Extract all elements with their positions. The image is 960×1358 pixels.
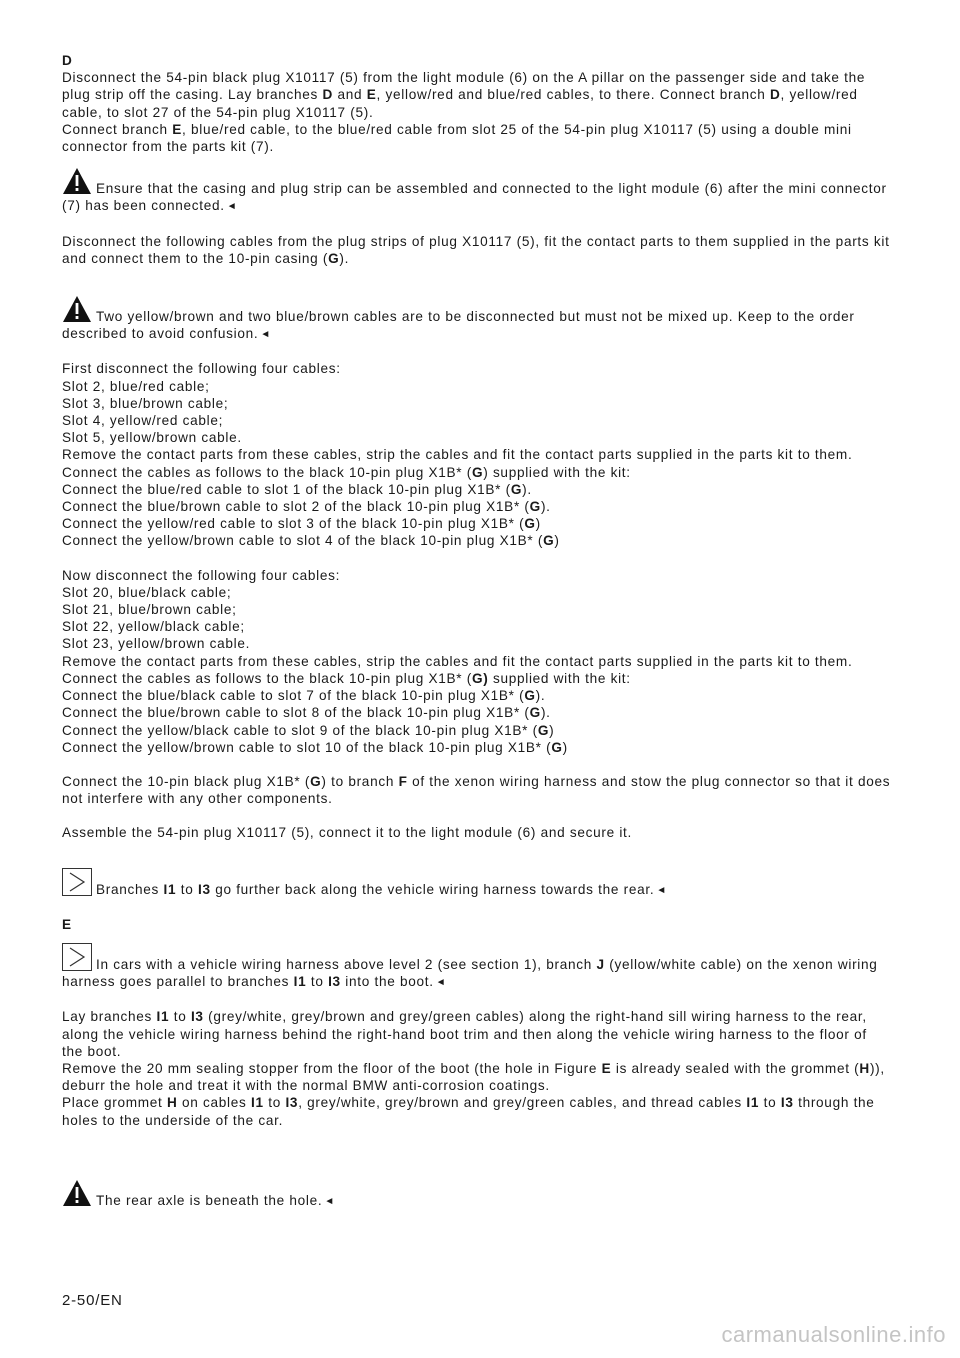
paragraph-disconnect-cables: Disconnect the following cables from the plug strips of plug X10117 (5), fit the contact parts to them supplied in the parts kit and connect them to the 10-pin casing (G).: [62, 233, 890, 266]
paragraph-lay-branches: Lay branches I1 to I3 (grey/white, grey/brown and grey/green cables) along the right-hand sill wiring harness to the rear, along the vehicle wiring harness behind the right-hand boot trim and then along the vehicle wiring harness to the floor of the boot. Remove the 20 mm sealing stopper from the floor of the boot (the hole in Figure E is already sealed with the grommet (H)), deburr the hole and treat it with the normal BMW anti-corrosion coatings. Place grommet H on cables I1 to I3, grey/white, grey/brown and grey/green cables, and thread cables I1 to I3 through the holes to the underside of the car.: [62, 1009, 885, 1128]
info-note-branch-j: In cars with a vehicle wiring harness above level 2 (see section 1), branch J (yellow/white cable) on the xenon wiring harness goes parallel to branches I1 to I3 into the boot. ◄: [62, 943, 892, 991]
list-item: Connect the yellow/brown cable to slot 10 of the black 10-pin plug X1B* (G): [62, 739, 568, 755]
note-triangle-icon: [62, 943, 92, 971]
page-number: 2-50/EN: [62, 1292, 123, 1309]
paragraph-connect-branch-f: Connect the 10-pin black plug X1B* (G) to branch F of the xenon wiring harness and stow the plug connector so that it does not interfere with any other components.: [62, 773, 891, 807]
end-marker-icon: ◄: [324, 1195, 335, 1207]
list-item: Connect the blue/red cable to slot 1 of the black 10-pin plug X1B* (G).: [62, 481, 532, 497]
list-item: Slot 3, blue/brown cable;: [62, 395, 229, 411]
end-marker-icon: ◄: [435, 977, 447, 989]
warning-note-mixup: Two yellow/brown and two blue/brown cables are to be disconnected but must not be mixed up. Keep to the order described to avoid confusion. ◄: [62, 295, 892, 343]
warning-triangle-icon: [62, 1179, 92, 1207]
end-marker-icon: ◄: [260, 329, 271, 341]
list-item: Slot 21, blue/brown cable;: [62, 602, 237, 618]
note-triangle-icon: [62, 868, 92, 896]
document-body: [62, 52, 892, 1210]
info-note-branches: Branches I1 to I3 go further back along the vehicle wiring harness towards the rear. ◄: [62, 868, 892, 899]
list-item: Slot 2, blue/red cable;: [62, 378, 210, 394]
list-item: Slot 22, yellow/black cable;: [62, 619, 245, 635]
list-item: Connect the yellow/black cable to slot 9 of the black 10-pin plug X1B* (G): [62, 722, 555, 738]
list-item: Slot 4, yellow/red cable;: [62, 413, 224, 429]
warning-note-rear-axle: The rear axle is beneath the hole. ◄: [62, 1179, 892, 1210]
list-item: Connect the yellow/brown cable to slot 4 of the black 10-pin plug X1B* (G): [62, 533, 560, 549]
warning-triangle-icon: [62, 295, 92, 323]
list-item: Connect the blue/brown cable to slot 2 of the black 10-pin plug X1B* (G).: [62, 499, 551, 515]
cable-list-second: Now disconnect the following four cables: Slot 20, blue/black cable; Slot 21, blue/brown cable; Slot 22, yellow/black cable; Slot 23, yellow/brown cable. Remove the contact parts from these cables, strip the cables and fit the contact parts supplied in the parts kit to them. Connect the cables as follows to the black 10-pin plug X1B* (G) supplied with the kit: Connect the blue/black cable to slot 7 of the black 10-pin plug X1B* (G). Connect the blue/brown cable to slot 8 of the black 10-pin plug X1B* (G). Connect the yellow/black cable to slot 9 of the black 10-pin plug X1B* (G) Connect the yellow/brown cable to slot 10 of the black 10-pin plug X1B* (G): [62, 567, 892, 756]
list-item: Connect the yellow/red cable to slot 3 of the black 10-pin plug X1B* (G): [62, 516, 541, 532]
end-marker-icon: ◄: [226, 201, 238, 213]
watermark: carmanualsonline.info: [721, 1322, 946, 1347]
list-item: Connect the blue/black cable to slot 7 of the black 10-pin plug X1B* (G).: [62, 688, 546, 704]
paragraph-assemble-plug: Assemble the 54-pin plug X10117 (5), connect it to the light module (6) and secure it.: [62, 825, 633, 841]
section-heading-d: D: [62, 53, 73, 68]
section-heading-e: E: [62, 916, 72, 932]
list-item: Connect the blue/brown cable to slot 8 of the black 10-pin plug X1B* (G).: [62, 705, 551, 721]
cable-list-first: First disconnect the following four cables: Slot 2, blue/red cable; Slot 3, blue/brown cable; Slot 4, yellow/red cable; Slot 5, yellow/brown cable. Remove the contact parts from these cables, strip the cables and fit the contact parts supplied in the parts kit to them. Connect the cables as follows to the black 10-pin plug X1B* (G) supplied with the kit: Connect the blue/red cable to slot 1 of the black 10-pin plug X1B* (G). Connect the blue/brown cable to slot 2 of the black 10-pin plug X1B* (G). Connect the yellow/red cable to slot 3 of the black 10-pin plug X1B* (G) Connect the yellow/brown cable to slot 4 of the black 10-pin plug X1B* (G): [62, 360, 892, 549]
list-item: Slot 5, yellow/brown cable.: [62, 430, 242, 446]
list-item: Slot 20, blue/black cable;: [62, 584, 232, 600]
end-marker-icon: ◄: [656, 884, 667, 896]
list-item: Slot 23, yellow/brown cable.: [62, 636, 251, 652]
warning-triangle-icon: [62, 167, 92, 195]
paragraph-disconnect-plug: Disconnect the 54-pin black plug X10117 (5) from the light module (6) on the A pillar on the passenger side and take the plug strip off the casing. Lay branches D and E, yellow/red and blue/red cables, to there. Connect branch D, yellow/red cable, to slot 27 of the 54-pin plug X10117 (5). Connect branch E, blue/red cable, to the blue/red cable from slot 25 of the 54-pin plug X10117 (5) using a double mini connector from the parts kit (7).: [62, 70, 866, 155]
warning-note-casing: Ensure that the casing and plug strip can be assembled and connected to the light module (6) after the mini connector (7) has been connected. ◄: [62, 167, 892, 215]
